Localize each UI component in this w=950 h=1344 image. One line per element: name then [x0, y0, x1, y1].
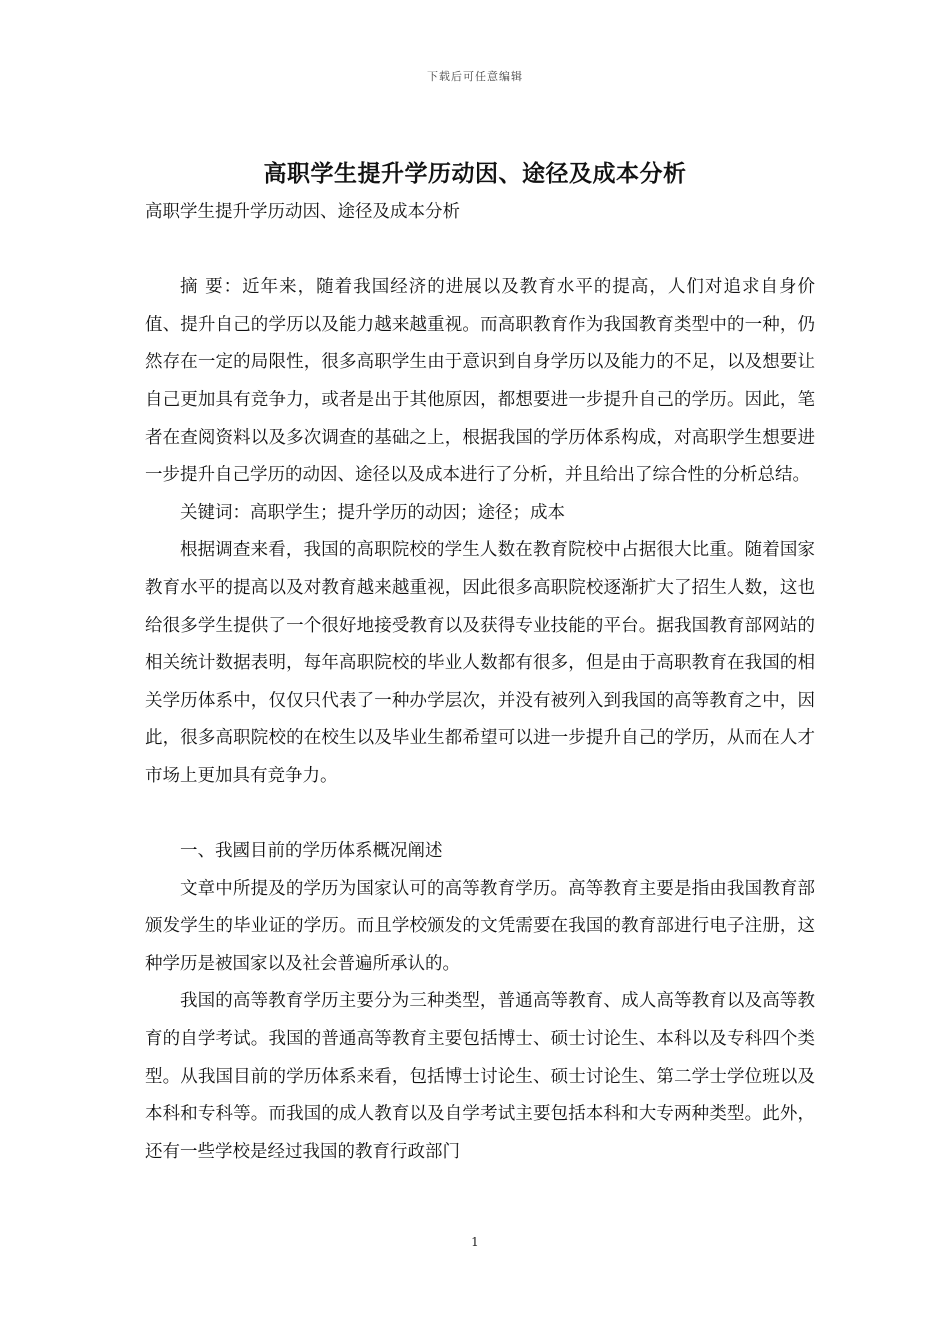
- section-paragraph: 文章中所提及的学历为国家认可的高等教育学历。高等教育主要是指由我国教育部颁发学生的毕业证的学历。而且学校颁发的文凭需要在我国的教育部进行电子注册，这种学历是被国家以及社会普遍所承认的。: [145, 878, 815, 974]
- page-number: 1: [471, 1235, 479, 1249]
- intro-paragraph: 根据调查来看，我国的高职院校的学生人数在教育院校中占据很大比重。随着国家教育水平的提高以及对教育越来越重视，因此很多高职院校逐渐扩大了招生人数，这也给很多学生提供了一个很好地接受教育以及获得专业技能的平台。据我国教育部网站的相关统计数据表明，每年高职院校的毕业人数都有很多，但是由于高职教育在我国的相关学历体系中，仅仅只代表了一种办学层次，并没有被列入到我国的高等教育之中，因此，很多高职院校的在校生以及毕业生都希望可以进一步提升自己的学历，从而在人才市场上更加具有竞争力。: [145, 540, 815, 786]
- document-body: [145, 194, 815, 1171]
- section-paragraph: 我国的高等教育学历主要分为三种类型，普通高等教育、成人高等教育以及高等教育的自学考试。我国的普通高等教育主要包括博士、硕士讨论生、本科以及专科四个类型。从我国目前的学历体系来看，包括博士讨论生、硕士讨论生、第二学士学位班以及本科和专科等。而我国的成人教育以及自学考试主要包括本科和大专两种类型。此外，还有一些学校是经过我国的教育行政部门: [145, 991, 815, 1162]
- document-subtitle: 高职学生提升学历动因、途径及成本分析: [145, 202, 460, 222]
- header-note: 下载后可任意编辑: [427, 70, 523, 83]
- section-heading: 一、我國目前的学历体系概况阐述: [180, 841, 443, 862]
- document-title: 高职学生提升学历动因、途径及成本分析: [263, 160, 687, 187]
- blank-line: [145, 232, 815, 270]
- abstract-paragraph: 摘 要：近年来，随着我国经济的进展以及教育水平的提高，人们对追求自身价值、提升自己的学历以及能力越来越重视。而高职教育作为我国教育类型中的一种，仍然存在一定的局限性，很多高职学生由于意识到自身学历以及能力的不足，以及想要让自己更加具有竞争力，或者是出于其他原因，都想要进一步提升自己的学历。因此，笔者在查阅资料以及多次调查的基础之上，根据我国的学历体系构成，对高职学生想要进一步提升自己学历的动因、途径以及成本进行了分析，并且给出了综合性的分析总结。: [145, 277, 815, 486]
- keywords-paragraph: 关键词：高职学生；提升学历的动因；途径；成本: [180, 502, 565, 523]
- blank-line: [145, 796, 815, 834]
